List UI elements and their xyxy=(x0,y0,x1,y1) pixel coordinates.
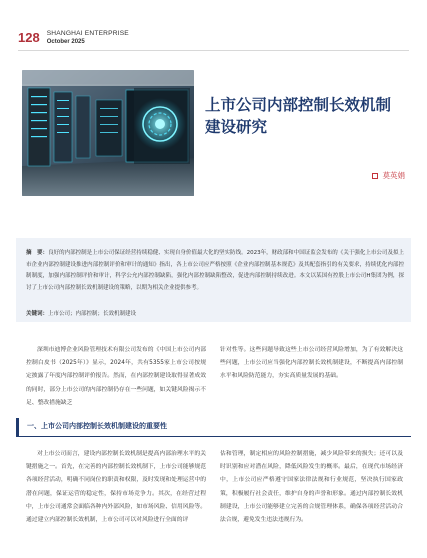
section-heading-text: 一、上市公司内部控制长效机制建设的重要性 xyxy=(27,422,167,430)
author-name: 莫英娟 xyxy=(382,171,405,180)
magazine-name: SHANGHAI ENTERPRISE xyxy=(46,30,129,37)
keywords-text: 上市公司；内部控制；长效机制建设 xyxy=(48,311,137,317)
keywords-label: 关键词： xyxy=(26,311,49,317)
intro-right-column xyxy=(220,344,403,384)
magazine-info xyxy=(47,30,129,46)
section-heading-underline xyxy=(16,436,411,437)
intro-paragraph-right: 针对性等。这些问题导致这些上市公司经营风险增加，为了有效解决这些问题，上市公司应当强化内部控制长效机制建设，不断提高内部控制水平和风险防范能力，夯实高质量发展的基础。 xyxy=(220,347,403,380)
square-icon xyxy=(372,173,378,179)
article-title xyxy=(205,94,410,138)
section-heading-1 xyxy=(16,418,411,438)
section1-paragraph-right: 估和管理，制定相应的风险控制措施，减少风险带来的损失；还可以及时识别和应对潜在风险，降低风险发生的概率。最后，在现代市场经济中，上市公司应严格遵守国家法律法规和行业规范，坚决执行国家政策，积极履行社会责任，维护自身的声誉和形象。通过内部控制长效机制建设，上市公司能够建立完善的合规管理体系，确保各项经营活动合法合规，避免发生违法违规行为。 xyxy=(220,451,403,524)
article-banner-image xyxy=(22,70,194,196)
section1-left-column xyxy=(26,448,206,527)
intro-paragraph-left: 深圳市迪博企业风险管理技术有限公司发布的《中国上市公司内部控制白皮书（2025年）》显示，2024年，共有5355家上市公司按规定披露了年度内部控制评价报告。然而，在内部控制建设取得显著成效的同时，部分上市公司的内部控制仍存在一些问题，如关键风险揭示不足、整改措施缺乏 xyxy=(26,347,206,406)
article-title-line2: 建设研究 xyxy=(205,118,268,136)
issue-date: October 2025 xyxy=(46,39,85,45)
server-room-illustration xyxy=(22,70,194,196)
keywords xyxy=(26,309,136,319)
intro-left-column xyxy=(26,344,206,410)
section1-paragraph-left: 对上市公司而言，建设内部控制长效机制是提高内部治理水平的关键措施之一。首先，在完善的内部控制长效机制下，上市公司能够规范各项经营活动，明确不同岗位的职责和权限，及时发现和处理运营中的潜在问题，保证运营的稳定性，保持市场竞争力。其次，在经营过程中，上市公司通常会面临各种内外部风险，如市场风险、信用风险等。通过建立内部控制长效机制，上市公司可以对风险进行全面的评 xyxy=(26,451,206,524)
page-header xyxy=(18,30,129,56)
section1-right-column xyxy=(220,448,403,527)
section-heading-bar xyxy=(16,418,19,436)
header-divider xyxy=(18,50,409,51)
abstract-text: 良好的内部控制是上市公司保证经营持续稳健、实现自身价值最大化的坚实防线。2023年，财政部和中国证监会发布的《关于强化上市公司及拟上市企业内部控制建设推进内部控制评价和审计的通知》指出，各上市公司应严格按照《企业内部控制基本规范》及其配套指引的有关要求，持续优化内部控制制度，加强内部控制评价和审计，科学公允内部控制缺陷，强化内部控制缺陷整改，促进内部控制持续改进。本文以某国有控股上市公司H集团为例，探讨了上市公司内部控制长效机制建设的策略，以期为相关企业提供参考。 xyxy=(26,250,404,291)
page-number: 128 xyxy=(18,30,40,45)
author-line xyxy=(372,170,406,181)
abstract xyxy=(26,248,404,294)
abstract-label: 摘 要： xyxy=(26,250,49,256)
article-title-line1: 上市公司内部控制长效机制 xyxy=(205,96,392,114)
